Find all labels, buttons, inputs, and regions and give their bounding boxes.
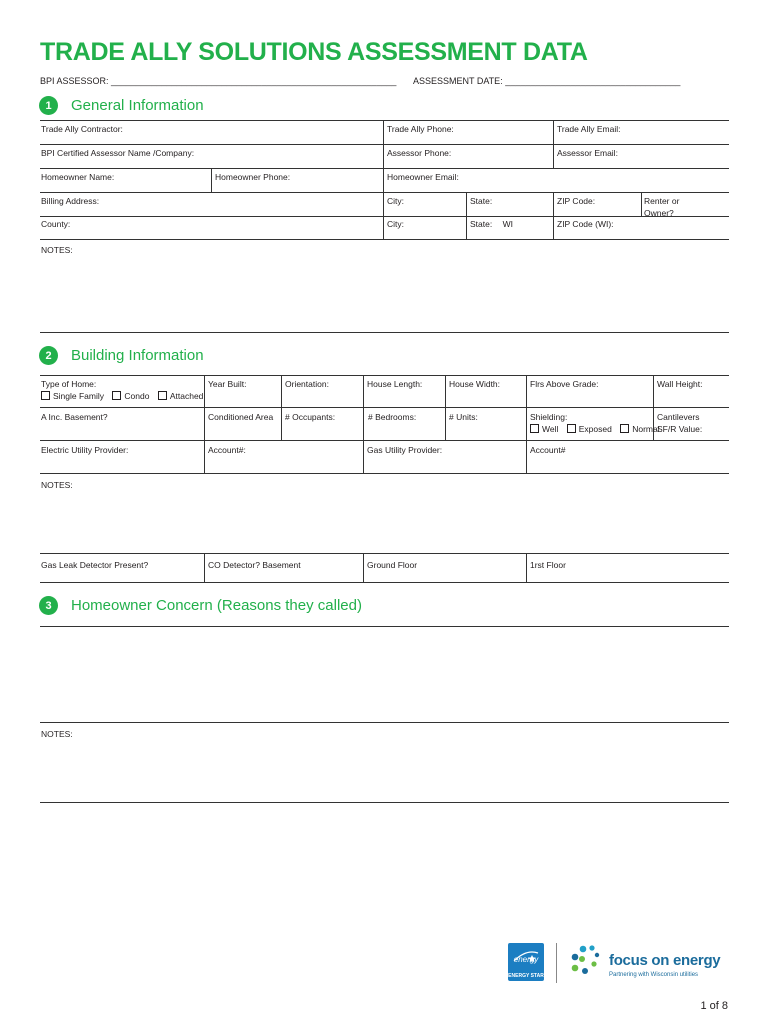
normal-checkbox[interactable] — [620, 424, 629, 433]
section-number-3: 3 — [39, 596, 58, 615]
gas-provider-field[interactable]: Gas Utility Provider: — [367, 445, 443, 455]
state-value: WI — [502, 219, 513, 229]
billing-city-field[interactable]: City: — [387, 196, 404, 206]
shielding-label: Shielding: — [530, 412, 568, 422]
attached-checkbox[interactable] — [158, 391, 167, 400]
section-number-2: 2 — [39, 346, 58, 365]
flrs-above-grade-field[interactable]: Flrs Above Grade: — [530, 379, 599, 389]
energy-star-text: ENERGY STAR — [508, 973, 544, 979]
homeowner-phone-field[interactable]: Homeowner Phone: — [215, 172, 291, 182]
year-built-field[interactable]: Year Built: — [208, 379, 247, 389]
billing-address-field[interactable]: Billing Address: — [41, 196, 100, 206]
type-of-home-field — [41, 378, 203, 402]
homeowner-email-field[interactable]: Homeowner Email: — [387, 172, 459, 182]
county-field[interactable]: County: — [41, 219, 71, 229]
page-number: 1 of 8 — [700, 1000, 728, 1012]
bedrooms-field[interactable]: # Bedrooms: — [368, 412, 417, 422]
county-state-field[interactable] — [470, 218, 513, 230]
renter-owner-field[interactable] — [644, 195, 679, 219]
house-width-field[interactable]: House Width: — [449, 379, 501, 389]
logo-divider — [556, 943, 557, 983]
cantilevers-label: Cantilevers — [657, 412, 700, 422]
county-city-field[interactable]: City: — [387, 219, 404, 229]
house-length-field[interactable]: House Length: — [367, 379, 423, 389]
bpi-assessor-name-field[interactable]: BPI Certified Assessor Name /Company: — [41, 148, 195, 158]
units-field[interactable]: # Units: — [449, 412, 478, 422]
general-notes-field[interactable]: NOTES: — [41, 245, 73, 255]
section-title-building: Building Information — [71, 347, 204, 364]
section-number-1: 1 — [39, 96, 58, 115]
concern-notes-field[interactable]: NOTES: — [41, 729, 73, 739]
exposed-checkbox[interactable] — [567, 424, 576, 433]
page-title: TRADE ALLY SOLUTIONS ASSESSMENT DATA — [40, 38, 588, 66]
wall-height-field[interactable]: Wall Height: — [657, 379, 703, 389]
state-label: State: — [470, 219, 493, 229]
first-floor-field[interactable]: 1rst Floor — [530, 560, 566, 570]
basement-field[interactable]: A Inc. Basement? — [41, 412, 108, 422]
well-label: Well — [542, 424, 559, 434]
gas-account-field[interactable]: Account# — [530, 445, 566, 455]
focus-on-energy-dots-icon — [570, 944, 606, 978]
billing-state-field[interactable]: State: — [470, 196, 493, 206]
cantilevers-field[interactable] — [657, 411, 702, 435]
building-notes-field[interactable]: NOTES: — [41, 480, 73, 490]
condo-checkbox[interactable] — [112, 391, 121, 400]
assessment-date-field[interactable]: ASSESSMENT DATE: ___________________________________ — [413, 76, 681, 86]
energy-star-word: energy — [513, 955, 539, 964]
zip-wi-field[interactable]: ZIP Code (WI): — [557, 219, 614, 229]
exposed-label: Exposed — [578, 424, 612, 434]
well-checkbox[interactable] — [530, 424, 539, 433]
homeowner-name-field[interactable]: Homeowner Name: — [41, 172, 115, 182]
orientation-field[interactable]: Orientation: — [285, 379, 329, 389]
ground-floor-field[interactable]: Ground Floor — [367, 560, 418, 570]
energy-star-logo — [508, 943, 544, 981]
section-title-general: General Information — [71, 97, 204, 114]
focus-on-energy-tagline: Partnering with Wisconsin utilities — [609, 972, 699, 978]
renter-label: Renter or — [644, 196, 680, 206]
shielding-field — [530, 411, 660, 435]
type-of-home-label: Type of Home: — [41, 379, 97, 389]
single-family-checkbox[interactable] — [41, 391, 50, 400]
occupants-field[interactable]: # Occupants: — [285, 412, 336, 422]
owner-label: Owner? — [644, 208, 674, 218]
sfr-value-label: SF/R Value: — [657, 424, 703, 434]
assessor-phone-field[interactable]: Assessor Phone: — [387, 148, 452, 158]
trade-ally-email-field[interactable]: Trade Ally Email: — [557, 124, 621, 134]
assessor-email-field[interactable]: Assessor Email: — [557, 148, 618, 158]
normal-label: Normal — [632, 424, 660, 434]
co-detector-basement-field[interactable]: CO Detector? Basement — [208, 560, 301, 570]
concern-text-area[interactable] — [40, 628, 729, 720]
bpi-assessor-field[interactable]: BPI ASSESSOR: _________________________________________________________ — [40, 76, 397, 86]
gas-leak-detector-field[interactable]: Gas Leak Detector Present? — [41, 560, 149, 570]
trade-ally-contractor-field[interactable]: Trade Ally Contractor: — [41, 124, 123, 134]
conditioned-area-field[interactable]: Conditioned Area — [208, 412, 274, 422]
trade-ally-phone-field[interactable]: Trade Ally Phone: — [387, 124, 454, 134]
electric-provider-field[interactable]: Electric Utility Provider: — [41, 445, 129, 455]
billing-zip-field[interactable]: ZIP Code: — [557, 196, 596, 206]
attached-label: Attached — [169, 391, 204, 401]
section-title-concern: Homeowner Concern (Reasons they called) — [71, 597, 362, 614]
single-family-label: Single Family — [53, 391, 105, 401]
condo-label: Condo — [124, 391, 150, 401]
electric-account-field[interactable]: Account#: — [208, 445, 246, 455]
focus-on-energy-logo: focus on energy — [609, 952, 721, 969]
